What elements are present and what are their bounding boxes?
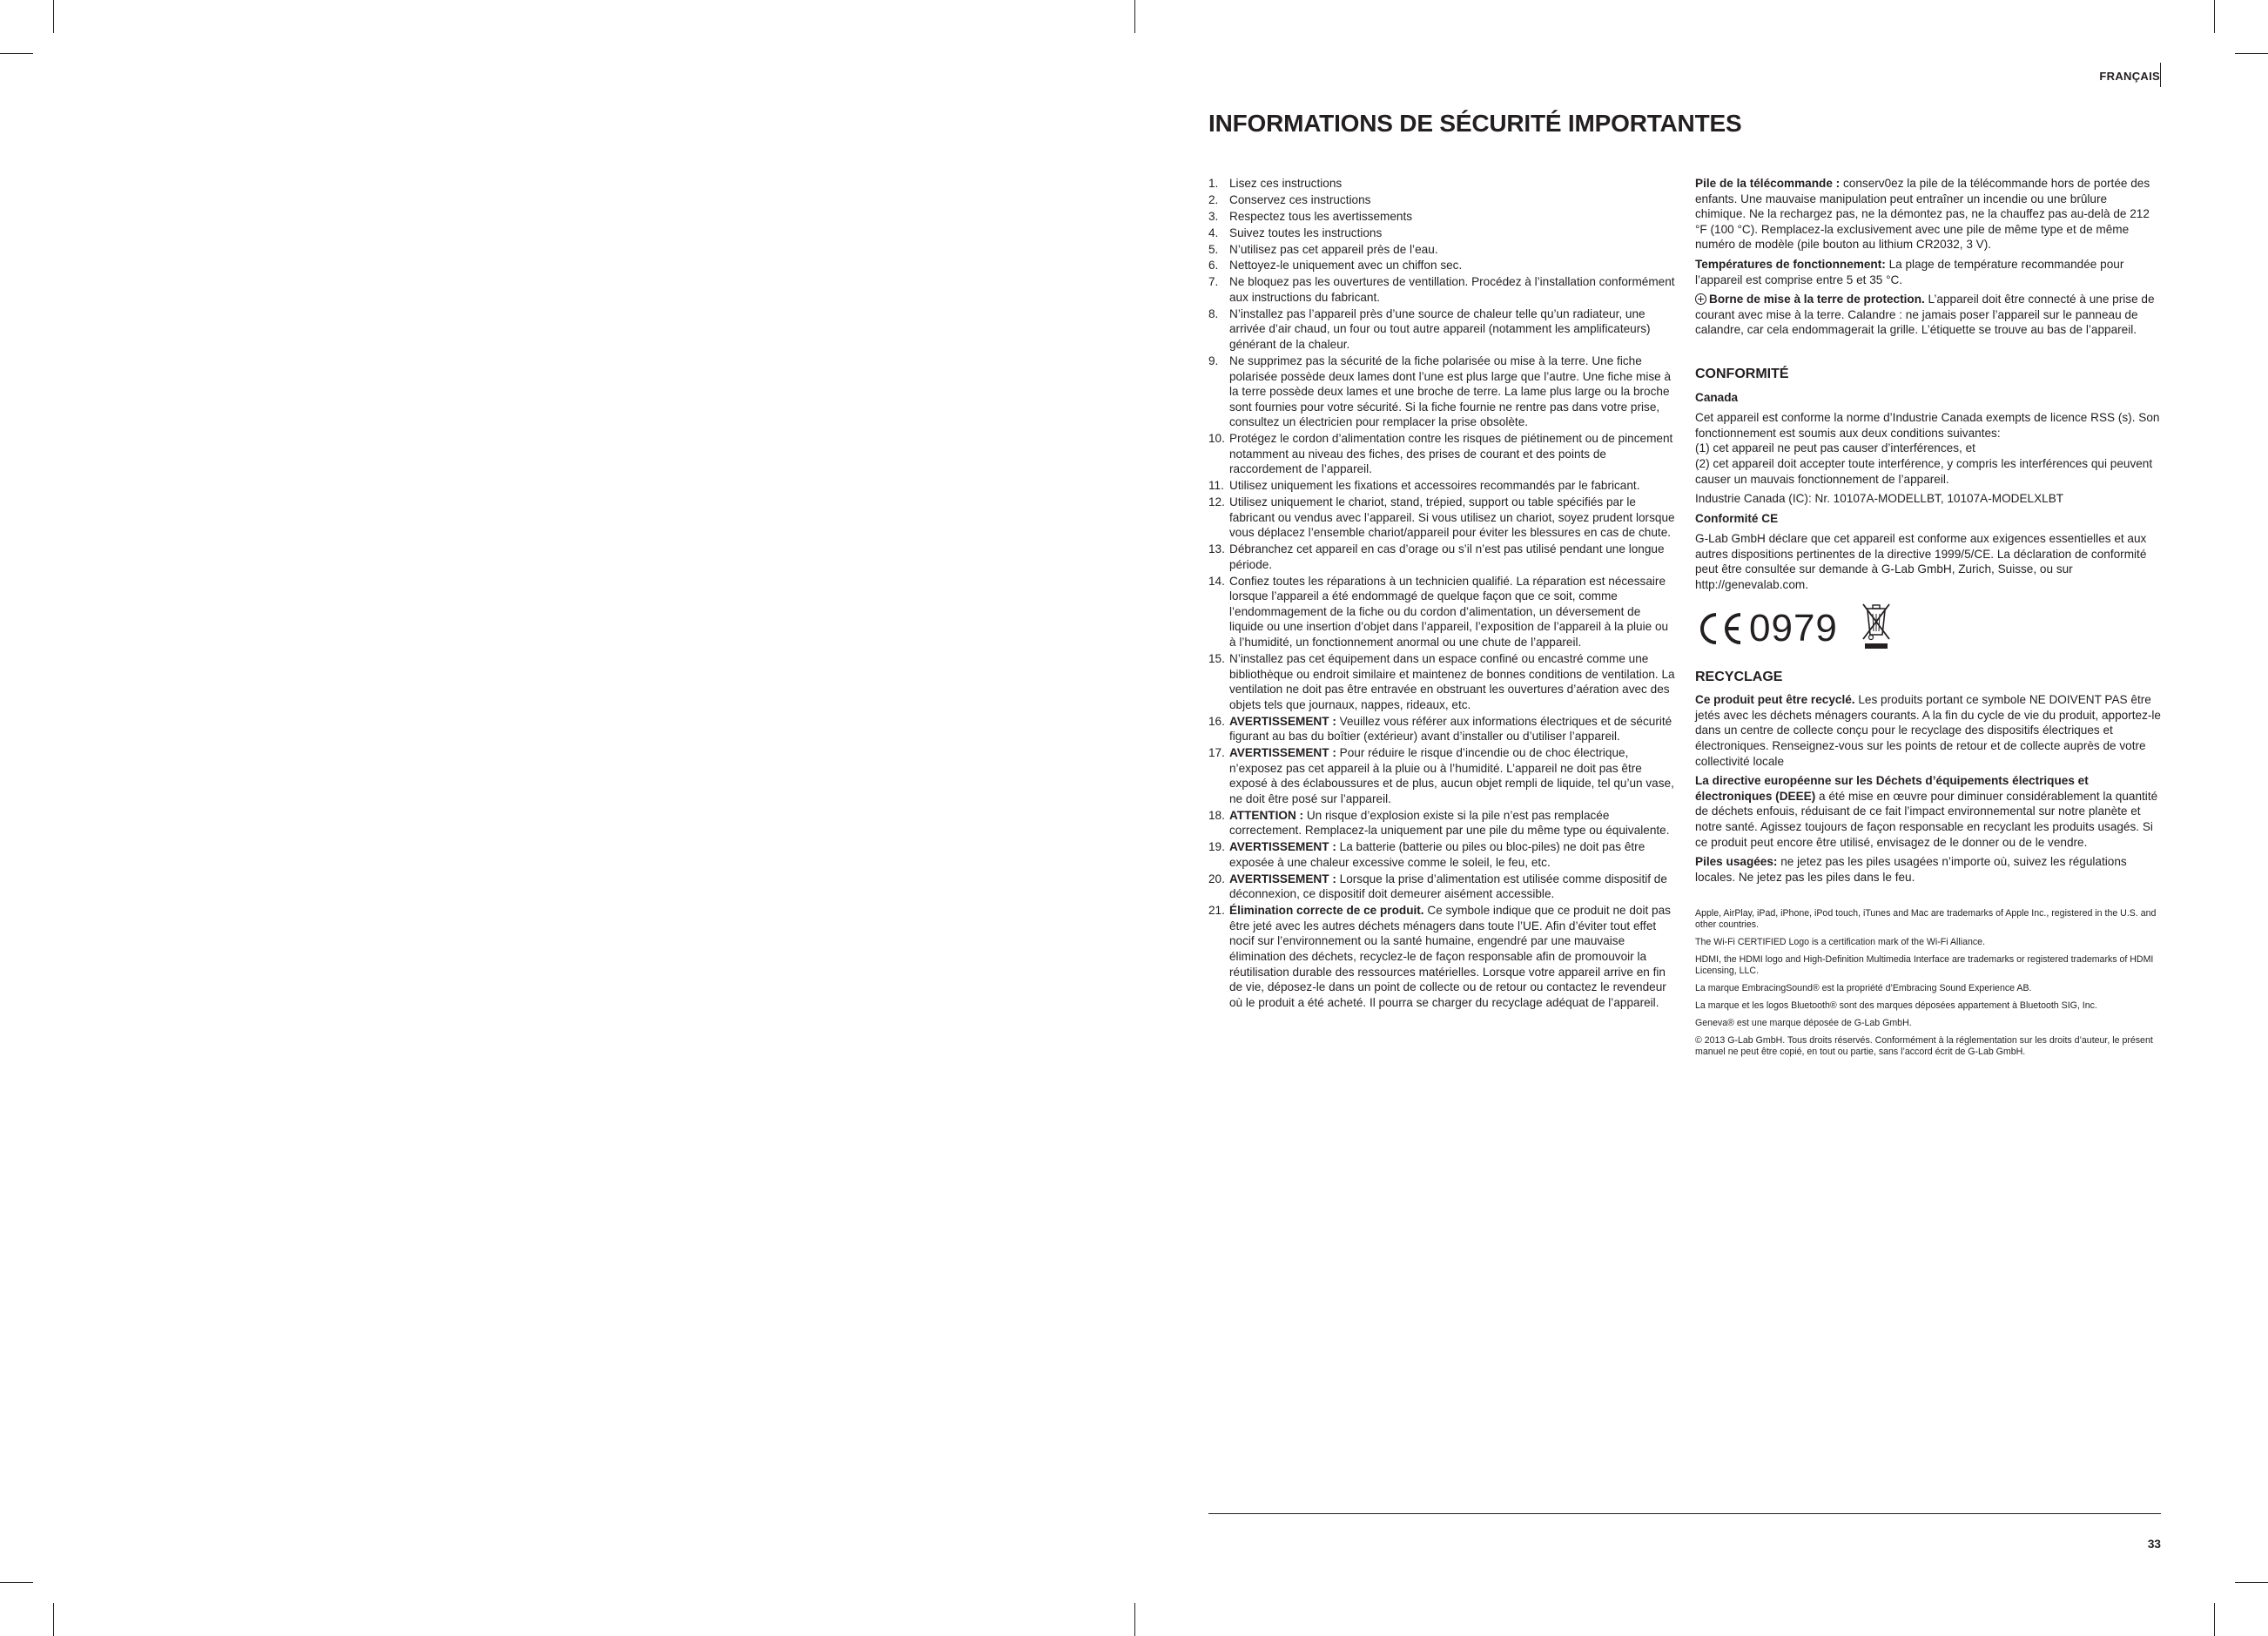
crop-mark bbox=[2214, 0, 2215, 33]
recycling-p1-label: Ce produit peut être recyclé. bbox=[1695, 693, 1855, 707]
safety-instruction-item bbox=[1208, 872, 1675, 902]
canada-intro: Cet appareil est conforme la norme d’Industrie Canada exempts de licence RSS (s). Son fonctionnement est soumis aux deux conditions suivantes: bbox=[1695, 411, 2160, 440]
crop-mark bbox=[0, 1582, 33, 1583]
safety-instruction-item bbox=[1208, 431, 1675, 477]
instruction-text: Suivez toutes les instructions bbox=[1229, 226, 1383, 239]
instruction-warning-label: AVERTISSEMENT : bbox=[1229, 840, 1336, 854]
remote-battery-paragraph bbox=[1695, 176, 2161, 252]
recycling-p2-text: a été mise en œuvre pour diminuer considérablement la quantité de déchets enfouis, réduisant de ce fait l’impact environnemental sur notre planète et notre santé. Agissez toujours de façon responsable en recyclant les produits usagés. Si ce produit peut encore être utilisé, envisagez de le donner ou de le vendre. bbox=[1695, 789, 2158, 849]
safety-instruction-item bbox=[1208, 226, 1675, 241]
instruction-number: 18. bbox=[1208, 808, 1225, 822]
ce-heading: Conformité CE bbox=[1695, 511, 1779, 525]
instruction-number: 21. bbox=[1208, 904, 1225, 918]
crop-mark bbox=[1134, 1603, 1135, 1636]
instruction-text: Utilisez uniquement le chariot, stand, trépied, support ou table spécifiés par le fabricant ou vendus avec l’appareil. Si vous utilisez un chariot, soyez prudent lorsque vous déplacez l’ensemble chariot/appareil pour éviter les blessures en cas de chute. bbox=[1229, 495, 1675, 540]
safety-instruction-item bbox=[1208, 478, 1675, 494]
ground-label: Borne de mise à la terre de protection. bbox=[1709, 293, 1925, 306]
instruction-text: N’utilisez pas cet appareil près de l’eau. bbox=[1229, 242, 1438, 256]
crop-mark bbox=[2235, 1582, 2268, 1583]
safety-instruction-item bbox=[1208, 542, 1675, 572]
safety-instructions-list bbox=[1208, 176, 1675, 1010]
ce-mark-icon bbox=[1695, 606, 1838, 650]
safety-instruction-item bbox=[1208, 242, 1675, 258]
instruction-warning-label: AVERTISSEMENT : bbox=[1229, 714, 1336, 728]
recycling-p1-text: Les produits portant ce symbole NE DOIVENT PAS être jetés avec les déchets ménagers courants. A la fin du cycle de vie du produit, apportez-le dans un centre de collecte conçu pour le recyclage des dispositifs électriques et électroniques. Renseignez-vous sur les points de retour et de collecte auprès de votre collectivité locale bbox=[1695, 693, 2161, 768]
page-number: 33 bbox=[2147, 1538, 2161, 1551]
trademark-notices bbox=[1695, 908, 2161, 1058]
instruction-number: 8. bbox=[1208, 306, 1219, 320]
ce-mark-svg bbox=[1695, 611, 1744, 646]
recycling-p3-text: ne jetez pas les piles usagées n’importe où, suivez les régulations locales. Ne jetez pas les piles dans le feu. bbox=[1695, 855, 2127, 884]
instruction-number: 20. bbox=[1208, 872, 1225, 885]
right-column bbox=[1695, 176, 2161, 1064]
safety-instruction-item bbox=[1208, 495, 1675, 541]
canada-ic-number: Industrie Canada (IC): Nr. 10107A-MODELLBT, 10107A-MODELXLBT bbox=[1695, 492, 2064, 506]
instruction-number: 11. bbox=[1208, 479, 1224, 493]
recycling-paragraph-1 bbox=[1695, 692, 2161, 769]
trademark-notice: HDMI, the HDMI logo and High-Definition Multimedia Interface are trademarks or registered trademarks of HDMI Licensing, LLC. bbox=[1695, 954, 2154, 977]
ground-paragraph bbox=[1695, 292, 2161, 338]
weee-bin-icon bbox=[1861, 602, 1892, 655]
instruction-number: 3. bbox=[1208, 209, 1219, 223]
safety-instruction-item bbox=[1208, 274, 1675, 305]
remote-battery-text: conserv0ez la pile de la télécommande hors de portée des enfants. Une mauvaise manipulation peut entraîner un incendie ou une brûlure chimique. Ne la rechargez pas, ne la démontez pas, ne la chauffez pas au-delà de 212 °F (100 °C). Remplacez-la exclusivement avec une pile de même type et de même numéro de modèle (pile bouton au lithium CR2032, 3 V). bbox=[1695, 177, 2150, 252]
instruction-number: 5. bbox=[1208, 242, 1219, 256]
canada-condition-1: (1) cet appareil ne peut pas causer d’interférences, et bbox=[1695, 441, 1975, 455]
instruction-text: Débranchez cet appareil en cas d’orage ou s’il n’est pas utilisé pendant une longue période. bbox=[1229, 542, 1665, 571]
instruction-text: Un risque d’explosion existe si la pile n’est pas remplacée correctement. Remplacez-la uniquement par une pile du même type ou équivalente. bbox=[1229, 808, 1670, 838]
recycling-paragraph-2 bbox=[1695, 773, 2161, 850]
safety-instruction-item bbox=[1208, 574, 1675, 650]
safety-instruction-item bbox=[1208, 903, 1675, 1010]
instruction-text: Ne supprimez pas la sécurité de la fiche polarisée ou mise à la terre. Une fiche polarisée possède deux lames dont l’une est plus large que l’autre. Une fiche mise à la terre possède deux lames et une broche de terre. La lame plus large ou la broche sont fournies pour votre sécurité. Si la fiche fournie ne rentre pas dans votre prise, consultez un électricien pour remplacer la prise obsolète. bbox=[1229, 353, 1672, 429]
conformity-heading: CONFORMITÉ bbox=[1695, 366, 1789, 381]
crop-mark bbox=[53, 0, 54, 33]
instruction-text: Pour réduire le risque d’incendie ou de choc électrique, n’exposez pas cet appareil à la pluie ou à l’humidité. L’appareil ne doit pas être exposé à des éclaboussures et de plus, aucun objet rempli de liquide, tel qu’un vase, ne doit être posé sur l’appareil. bbox=[1229, 746, 1674, 805]
instruction-text: Respectez tous les avertissements bbox=[1229, 209, 1413, 223]
notified-body-number: 0979 bbox=[1749, 606, 1838, 650]
instruction-text: La batterie (batterie ou piles ou bloc-piles) ne doit pas être exposée à une chaleur excessive comme le soleil, le feu, etc. bbox=[1229, 840, 1645, 869]
safety-instruction-item bbox=[1208, 306, 1675, 353]
safety-instruction-item bbox=[1208, 714, 1675, 744]
instruction-warning-label: AVERTISSEMENT : bbox=[1229, 746, 1336, 760]
instruction-number: 16. bbox=[1208, 714, 1225, 728]
instruction-number: 13. bbox=[1208, 542, 1225, 556]
language-label: FRANÇAIS bbox=[2099, 70, 2160, 83]
instruction-number: 4. bbox=[1208, 226, 1219, 239]
recycling-p3-label: Piles usagées: bbox=[1695, 855, 1778, 869]
safety-instruction-item bbox=[1208, 192, 1675, 208]
instruction-text: Lisez ces instructions bbox=[1229, 177, 1343, 190]
trademark-notice: Geneva® est une marque déposée de G-Lab GmbH. bbox=[1695, 1018, 1912, 1029]
instruction-warning-label: AVERTISSEMENT : bbox=[1229, 872, 1336, 885]
instruction-number: 6. bbox=[1208, 259, 1219, 273]
instruction-number: 7. bbox=[1208, 275, 1219, 289]
safety-instruction-item bbox=[1208, 353, 1675, 430]
instruction-text: Nettoyez-le uniquement avec un chiffon sec. bbox=[1229, 259, 1463, 273]
safety-instruction-item bbox=[1208, 176, 1675, 192]
instruction-number: 15. bbox=[1208, 651, 1225, 665]
instruction-text: Utilisez uniquement les fixations et accessoires recommandés par le fabricant. bbox=[1229, 479, 1640, 493]
crop-mark bbox=[1134, 0, 1135, 33]
crop-mark bbox=[0, 53, 33, 54]
instruction-text: Conservez ces instructions bbox=[1229, 192, 1371, 206]
instruction-text: Confiez toutes les réparations à un technicien qualifié. La réparation est nécessaire lorsque l’appareil a été endommagé de quelque façon que ce soit, comme l’endommagement de la fiche ou du cordon d’alimentation, un déversement de liquide ou une insertion d’objet dans l’appareil, l’exposition de l’appareil à la pluie ou à l’humidité, un fonctionnement anormal ou une chute de l’appareil. bbox=[1229, 574, 1669, 650]
instruction-text: N’installez pas l’appareil près d’une source de chaleur telle qu’un radiateur, une arrivée d’air chaud, un four ou tout autre appareil (notamment les amplificateurs) générant de la chaleur. bbox=[1229, 306, 1651, 352]
temperature-label: Températures de fonctionnement: bbox=[1695, 257, 1886, 271]
recycling-heading: RECYCLAGE bbox=[1695, 669, 1783, 684]
instruction-text: Lorsque la prise d’alimentation est utilisée comme dispositif de déconnexion, ce dispositif doit demeurer aisément accessible. bbox=[1229, 872, 1667, 901]
weee-bin-svg bbox=[1861, 602, 1892, 650]
crop-mark bbox=[2214, 1603, 2215, 1636]
footer-divider bbox=[1208, 1513, 2161, 1514]
trademark-notice: La marque EmbracingSound® est la propriété d’Embracing Sound Experience AB. bbox=[1695, 983, 2032, 994]
remote-battery-label: Pile de la télécommande : bbox=[1695, 177, 1841, 190]
ground-terminal-icon bbox=[1695, 293, 1706, 305]
left-column bbox=[1208, 176, 1675, 1012]
instruction-warning-label: ATTENTION : bbox=[1229, 808, 1304, 822]
temperature-text: La plage de température recommandée pour l’appareil est comprise entre 5 et 35 °C. bbox=[1695, 257, 2124, 286]
safety-instruction-item bbox=[1208, 209, 1675, 225]
trademark-notice: Apple, AirPlay, iPad, iPhone, iPod touch, iTunes and Mac are trademarks of Apple Inc., registered in the U.S. and other countries. bbox=[1695, 908, 2157, 931]
recycling-paragraph-3 bbox=[1695, 854, 2161, 885]
instruction-number: 17. bbox=[1208, 746, 1225, 760]
instruction-text: Ce symbole indique que ce produit ne doit pas être jeté avec les autres déchets ménagers dans toute l’UE. Afin d’éviter tout effet nocif sur l’environnement ou la santé humaine, engendré par une mauvaise élimination des déchets, recyclez-le de façon responsable afin de promouvoir la réutilisation durable des ressources matérielles. Lorsque votre appareil arrive en fin de vie, déposez-le dans un point de collecte ou de retour ou contactez le revendeur où le produit a été acheté. Il pourra se charger du recyclage adéquat de l’appareil. bbox=[1229, 904, 1671, 1009]
canada-heading: Canada bbox=[1695, 390, 1739, 404]
page-title: INFORMATIONS DE SÉCURITÉ IMPORTANTES bbox=[1208, 110, 1742, 137]
canada-condition-2: (2) cet appareil doit accepter toute interférence, y compris les interférences qui peuvent causer un mauvais fonctionnement de l’appareil. bbox=[1695, 456, 2153, 486]
safety-instruction-item bbox=[1208, 258, 1675, 273]
trademark-notice: The Wi-Fi CERTIFIED Logo is a certification mark of the Wi-Fi Alliance. bbox=[1695, 937, 1986, 948]
certification-marks bbox=[1695, 602, 2161, 656]
crop-mark bbox=[53, 1603, 54, 1636]
instruction-number: 19. bbox=[1208, 840, 1225, 854]
trademark-notice: La marque et les logos Bluetooth® sont des marques déposées appartement à Bluetooth SIG, Inc. bbox=[1695, 1000, 2097, 1012]
trademark-notice: © 2013 G-Lab GmbH. Tous droits réservés. Conformément à la réglementation sur les droits d’auteur, le présent manuel ne peut être copié, en tout ou partie, sans l’accord écrit de G-Lab GmbH. bbox=[1695, 1035, 2153, 1058]
instruction-text: Veuillez vous référer aux informations électriques et de sécurité figurant au bas du boîtier (extérieur) avant d’installer ou d’utiliser l’appareil. bbox=[1229, 714, 1672, 744]
ground-text: L’appareil doit être connecté à une prise de courant avec mise à la terre. Calandre : ne jamais poser l’appareil sur le panneau de calandre, car cela endommagerait la grille. L’étiquette se trouve au bas de l’appareil. bbox=[1695, 293, 2155, 337]
instruction-number: 2. bbox=[1208, 192, 1219, 206]
instruction-number: 1. bbox=[1208, 177, 1219, 190]
safety-instruction-item bbox=[1208, 808, 1675, 838]
instruction-text: N’installez pas cet équipement dans un espace confiné ou encastré comme une bibliothèque ou endroit similaire et maintenez de bonnes conditions de ventilation. La ventilation ne doit pas être entravée en obstruant les ouvertures d’aération avec des objets tels que journaux, nappes, rideaux, etc. bbox=[1229, 651, 1675, 711]
safety-instruction-item bbox=[1208, 745, 1675, 806]
crop-mark bbox=[2235, 53, 2268, 54]
instruction-number: 9. bbox=[1208, 353, 1219, 367]
instruction-number: 10. bbox=[1208, 432, 1225, 446]
ce-declaration: G-Lab GmbH déclare que cet appareil est conforme aux exigences essentielles et aux autres dispositions pertinentes de la directive 1999/5/CE. La déclaration de conformité peut être consultée sur demande à G-Lab GmbH, Zurich, Suisse, ou sur http://genevalab.com. bbox=[1695, 532, 2147, 592]
instruction-text: Ne bloquez pas les ouvertures de ventillation. Procédez à l’installation conformément aux instructions du fabricant. bbox=[1229, 275, 1675, 304]
instruction-warning-label: Élimination correcte de ce produit. bbox=[1229, 904, 1424, 918]
recycling-p2-label: La directive européenne sur les Déchets d’équipements électriques et électroniques (DEEE) bbox=[1695, 774, 2089, 803]
instruction-number: 14. bbox=[1208, 574, 1225, 588]
temperature-paragraph bbox=[1695, 257, 2161, 287]
instruction-text: Protégez le cordon d’alimentation contre les risques de piétinement ou de pincement notamment au niveau des fiches, des prises de courant et des points de raccordement de l’appareil. bbox=[1229, 432, 1673, 476]
safety-instruction-item bbox=[1208, 839, 1675, 870]
language-divider bbox=[2160, 63, 2161, 87]
safety-instruction-item bbox=[1208, 651, 1675, 712]
instruction-number: 12. bbox=[1208, 495, 1225, 509]
